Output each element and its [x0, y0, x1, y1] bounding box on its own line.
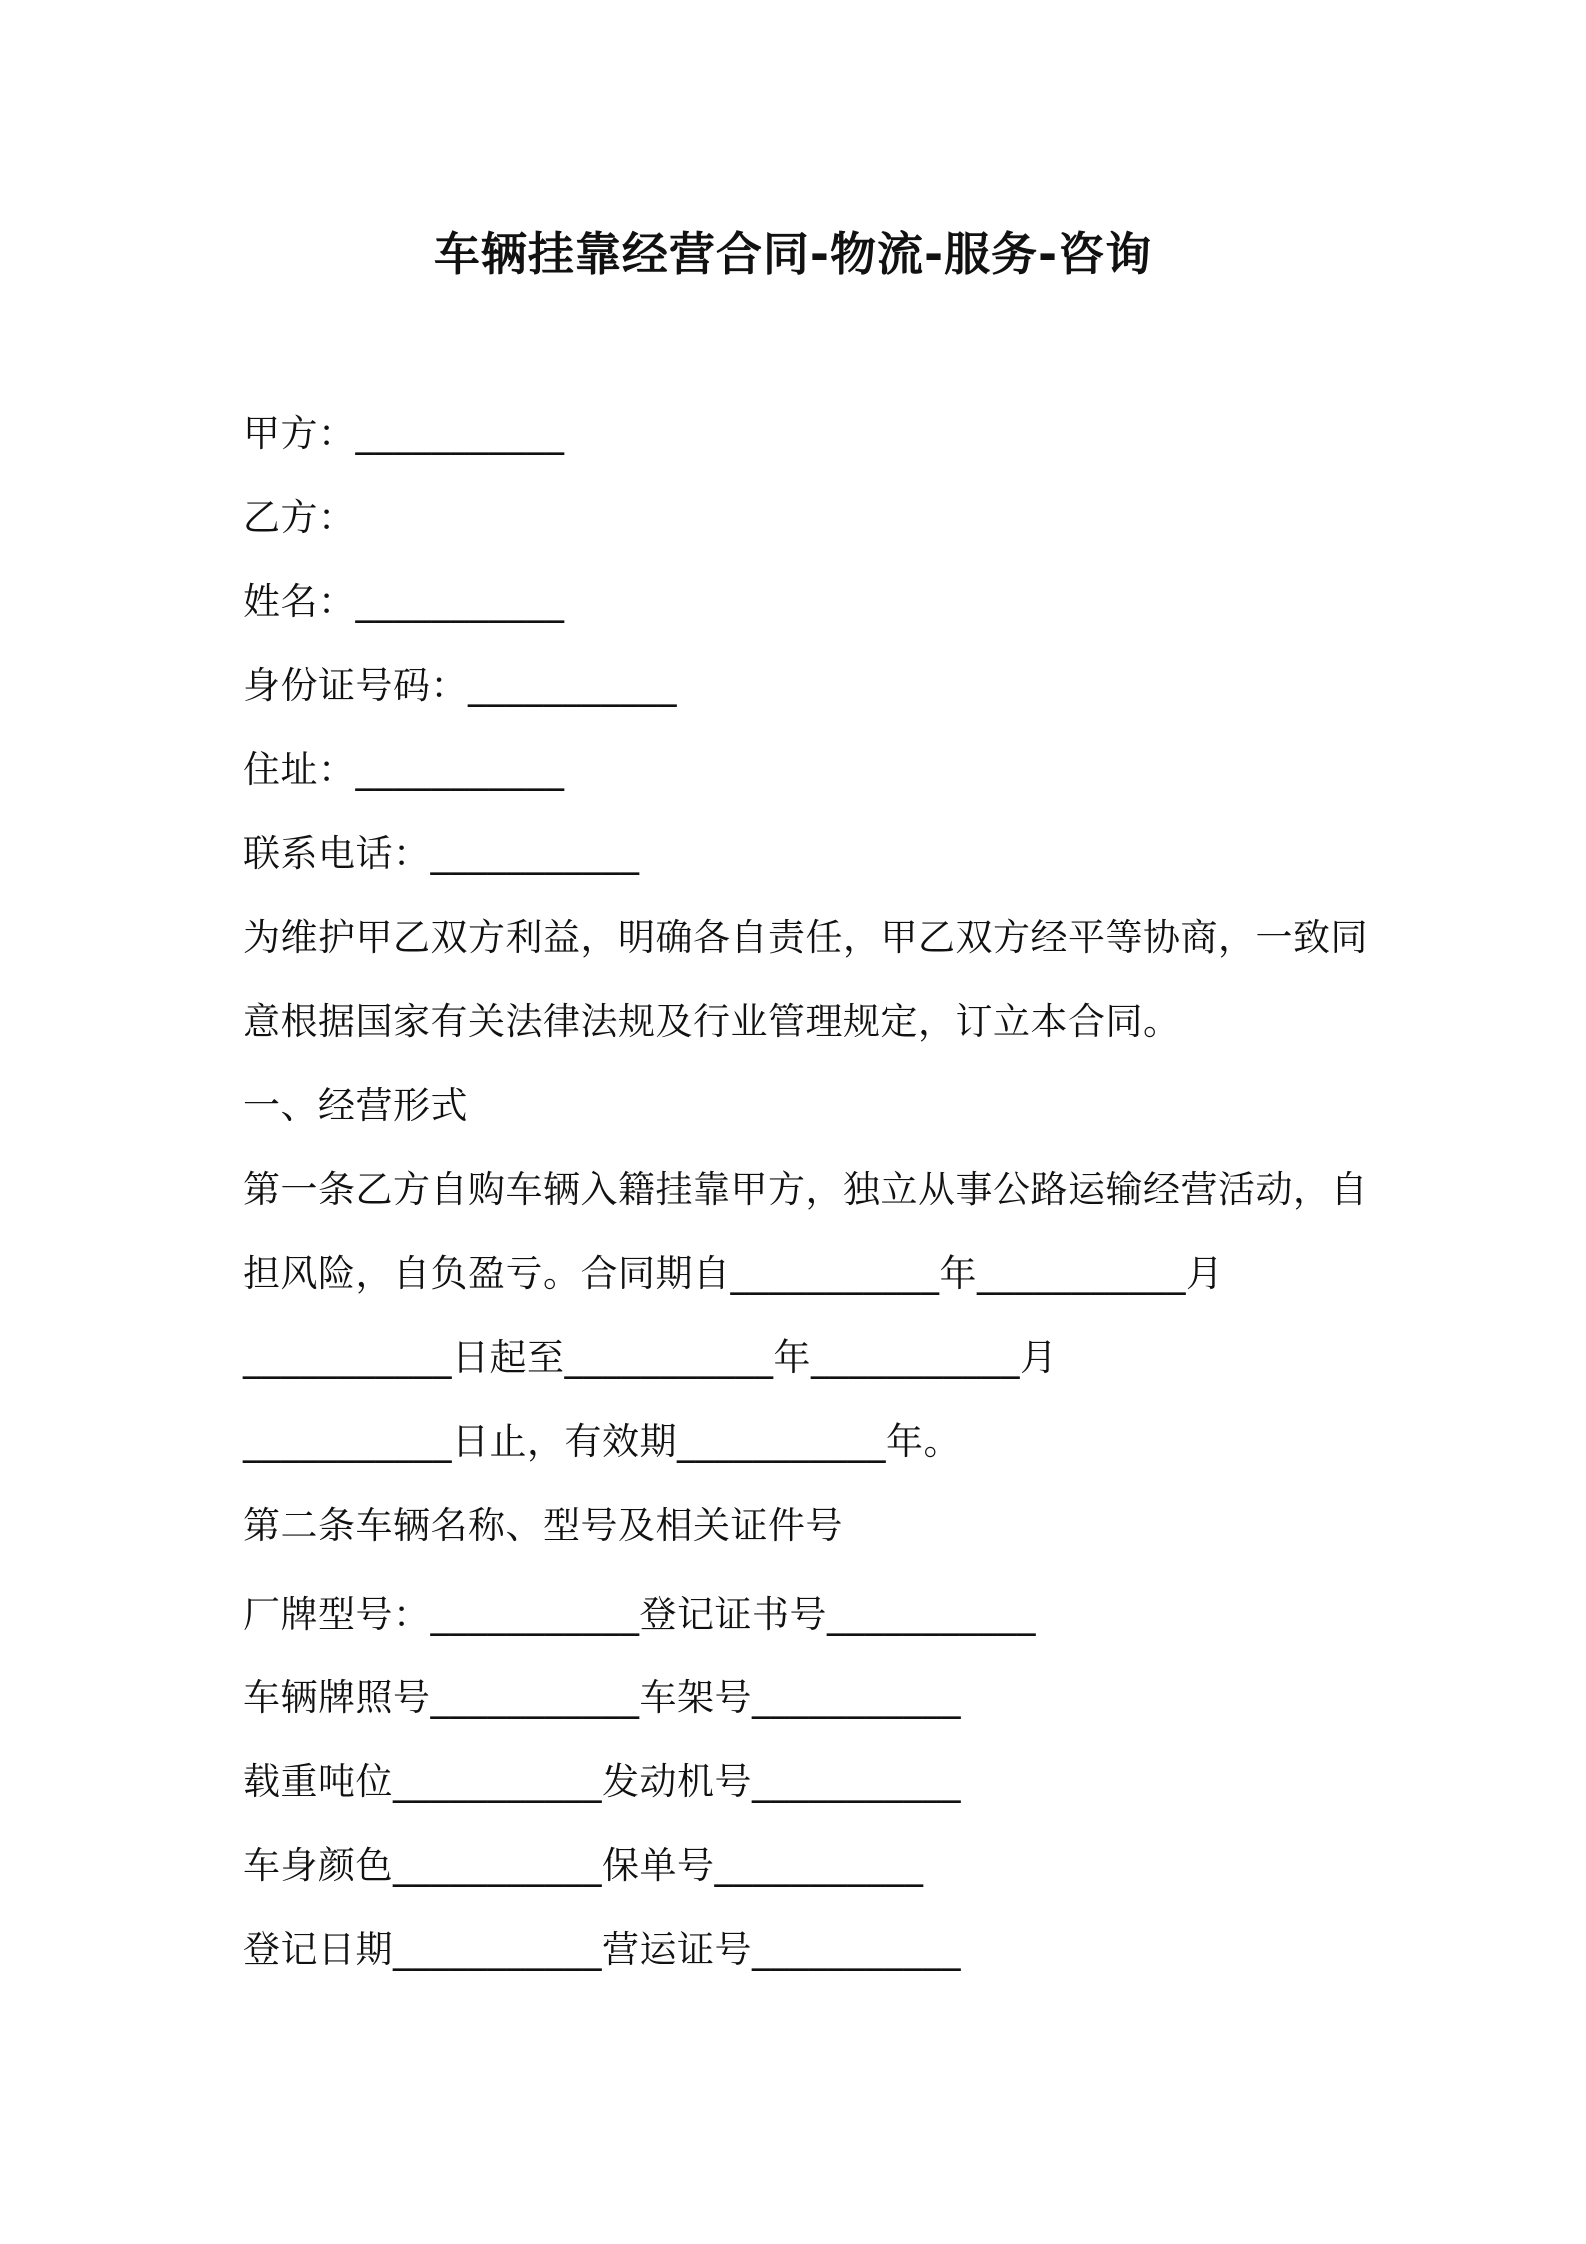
vehicle-model-line: 厂牌型号：___________登记证书号___________: [243, 1593, 1036, 1636]
party-a-line: 甲方：___________: [243, 412, 565, 455]
vehicle-plate-line: 车辆牌照号___________车架号___________: [243, 1676, 961, 1719]
section-1-heading: 一、经营形式: [243, 1084, 468, 1127]
document-title: 车辆挂靠经营合同-物流-服务-咨询: [433, 227, 1153, 281]
article-2-heading: 第二条车辆名称、型号及相关证件号: [243, 1504, 843, 1547]
article-1-line-3: ___________日起至___________年___________月: [243, 1336, 1058, 1379]
phone-line: 联系电话：___________: [243, 832, 640, 875]
preamble-line-2: 意根据国家有关法律法规及行业管理规定，订立本合同。: [243, 1000, 1181, 1043]
preamble-line-1: 为维护甲乙双方利益，明确各自责任，甲乙双方经平等协商，一致同: [243, 916, 1368, 959]
vehicle-tonnage-line: 载重吨位___________发动机号___________: [243, 1760, 961, 1803]
article-1-line-4: ___________日止，有效期___________年。: [243, 1420, 961, 1463]
article-1-line-2: 担风险，自负盈亏。合同期自___________年___________月: [243, 1252, 1224, 1295]
vehicle-color-line: 车身颜色___________保单号___________: [243, 1844, 924, 1887]
id-number-line: 身份证号码：___________: [243, 664, 677, 707]
party-b-line: 乙方：: [243, 496, 356, 539]
article-1-line-1: 第一条乙方自购车辆入籍挂靠甲方，独立从事公路运输经营活动，自: [243, 1168, 1368, 1211]
address-line: 住址：___________: [243, 748, 565, 791]
vehicle-date-line: 登记日期___________营运证号___________: [243, 1928, 961, 1971]
name-line: 姓名：___________: [243, 580, 565, 623]
